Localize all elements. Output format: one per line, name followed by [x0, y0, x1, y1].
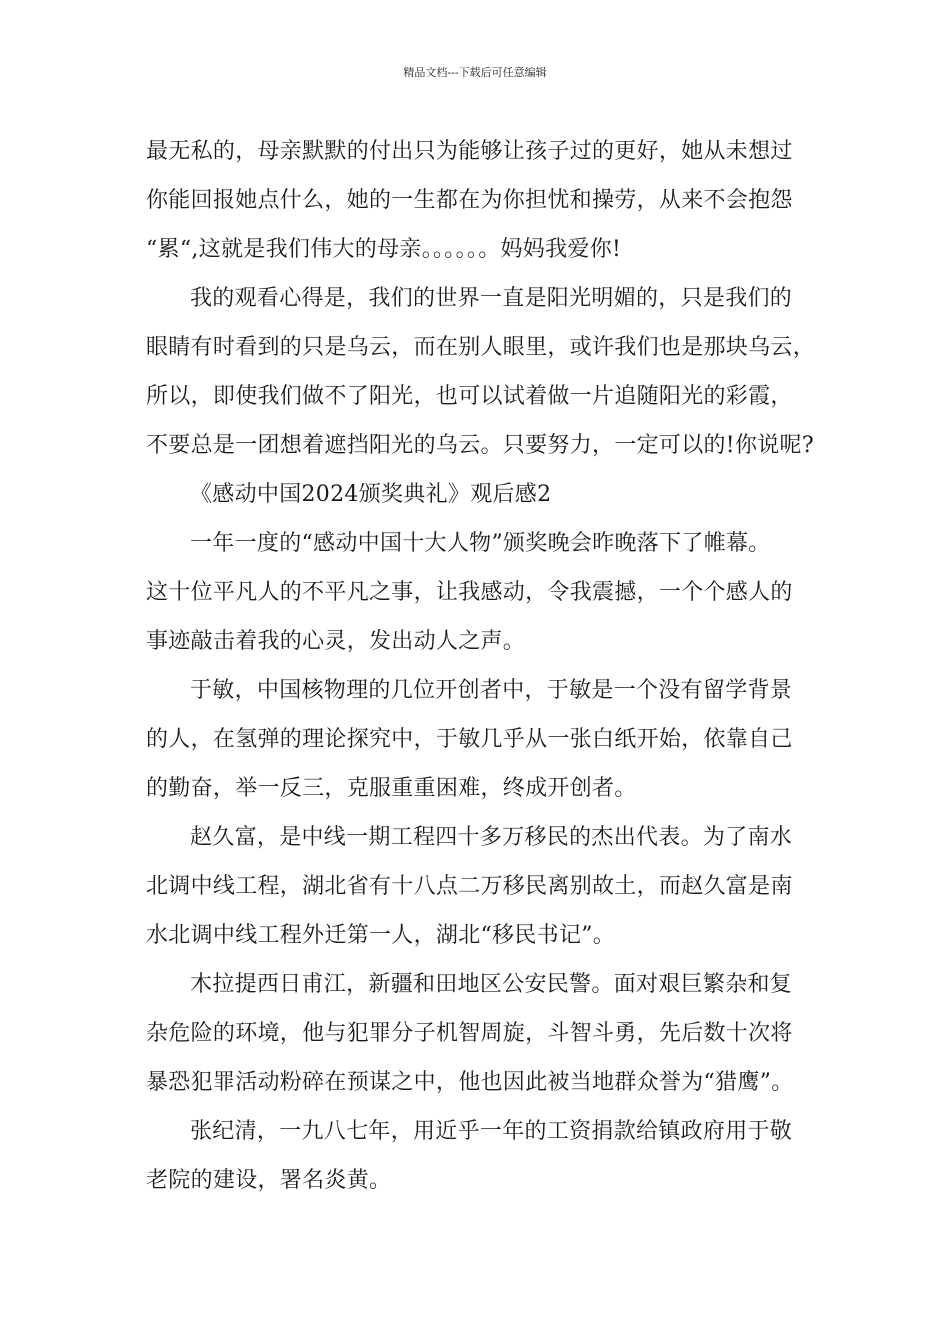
text-line: 的勤奋，举一反三，克服重重困难，终成开创者。 [146, 776, 637, 801]
text-line: 暴恐犯罪活动粉碎在预谋之中，他也因此被当地群众誉为“猎鹰”。 [146, 1070, 794, 1095]
text-line: 你能回报她点什么，她的一生都在为你担忧和操劳，从来不会抱怨 [146, 188, 793, 213]
paragraph-first-line: 我的观看心得是，我们的世界一直是阳光明媚的，只是我们的 [190, 286, 793, 311]
paragraph-first-line: 于敏，中国核物理的几位开创者中，于敏是一个没有留学背景 [190, 678, 793, 703]
paragraph-first-line: 赵久富，是中线一期工程四十多万移民的杰出代表。为了南水 [190, 825, 793, 850]
text-line: 事迹敲击着我的心灵，发出动人之声。 [146, 629, 526, 654]
paragraph-first-line: 一年一度的“感动中国十大人物”颁奖晚会昨晚落下了帷幕。 [190, 531, 771, 556]
text-line: 所以，即使我们做不了阳光，也可以试着做一片追随阳光的彩霞， [146, 384, 793, 409]
text-line: 最无私的，母亲默默的付出只为能够让孩子过的更好，她从未想过 [146, 139, 793, 164]
text-line: 老院的建设，署名炎黄。 [146, 1168, 392, 1193]
text-line: 的人，在氢弹的理论探究中，于敏几乎从一张白纸开始，依靠自己 [146, 727, 793, 752]
text-line: 不要总是一团想着遮挡阳光的乌云。只要努力，一定可以的!你说呢? [146, 433, 814, 458]
document-body [146, 127, 836, 1205]
text-line: “累“,这就是我们伟大的母亲。。。。。。妈妈我爱你! [146, 237, 622, 262]
text-line: 北调中线工程，湖北省有十八点二万移民离别故土，而赵久富是南 [146, 874, 793, 899]
paragraph-first-line: 张纪清，一九八七年，用近乎一年的工资捐款给镇政府用于敬 [190, 1119, 793, 1144]
page-header: 精品文档---下载后可任意编辑 [403, 66, 547, 79]
section-title: 《感动中国2024颁奖典礼》观后感2 [190, 482, 552, 507]
text-line: 这十位平凡人的不平凡之事，让我感动，令我震撼，一个个感人的 [146, 580, 793, 605]
text-line: 眼睛有时看到的只是乌云，而在别人眼里，或许我们也是那块乌云， [146, 335, 816, 360]
text-line: 杂危险的环境，他与犯罪分子机智周旋，斗智斗勇，先后数十次将 [146, 1021, 793, 1046]
paragraph-first-line: 木拉提西日甫江，新疆和田地区公安民警。面对艰巨繁杂和复 [190, 972, 793, 997]
text-line: 水北调中线工程外迁第一人，湖北“移民书记”。 [146, 923, 616, 948]
